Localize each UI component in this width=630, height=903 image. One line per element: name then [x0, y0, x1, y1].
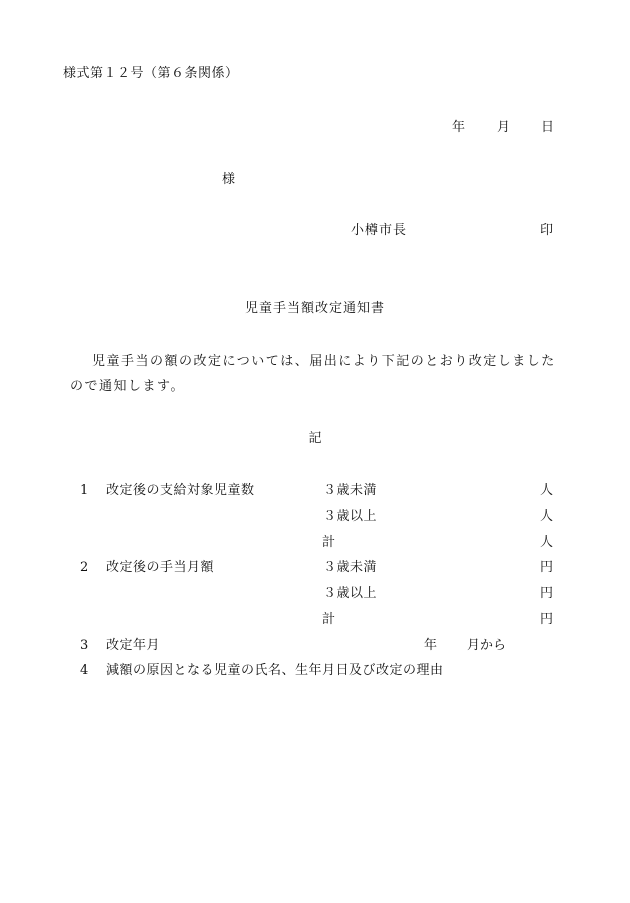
item-2-number: 2: [80, 560, 89, 575]
seal-mark: 印: [540, 223, 554, 238]
item-3-label: 改定年月: [106, 638, 161, 653]
item-1-under3-unit: 人: [540, 483, 554, 498]
item-2-over3-unit: 円: [540, 586, 554, 601]
issuer-name: 小樽市長: [351, 223, 408, 238]
form-number: 様式第１２号（第６条関係）: [63, 66, 239, 81]
item-2-under3-unit: 円: [540, 560, 554, 575]
item-4-label: 減額の原因となる児童の氏名、生年月日及び改定の理由: [106, 663, 444, 678]
ki-heading: 記: [308, 431, 322, 446]
item-1-number: 1: [80, 483, 89, 498]
item-3-number: 3: [80, 638, 89, 653]
notice-body: 児童手当の額の改定については、届出により下記のとおり改定しましたので通知します。: [70, 354, 556, 394]
item-3-year-label: 年: [424, 638, 438, 653]
item-2-over3-label: ３歳以上: [323, 586, 378, 601]
item-1-total-label: 計: [322, 535, 336, 550]
date-year-label: 年: [452, 120, 466, 135]
date-month-label: 月: [497, 120, 511, 135]
item-1-total-unit: 人: [540, 535, 554, 550]
date-day-label: 日: [541, 120, 555, 135]
item-4-number: 4: [80, 663, 89, 678]
addressee-honorific: 様: [222, 172, 236, 187]
item-1-over3-unit: 人: [540, 509, 554, 524]
item-3-month-from-label: 月から: [467, 638, 507, 653]
document-title: 児童手当額改定通知書: [244, 301, 385, 316]
item-2-label: 改定後の手当月額: [106, 560, 215, 575]
item-1-under3-label: ３歳未満: [323, 483, 378, 498]
item-2-under3-label: ３歳未満: [323, 560, 378, 575]
item-1-label: 改定後の支給対象児童数: [106, 483, 255, 498]
item-2-total-label: 計: [322, 612, 336, 627]
item-1-over3-label: ３歳以上: [323, 509, 378, 524]
item-2-total-unit: 円: [540, 612, 554, 627]
